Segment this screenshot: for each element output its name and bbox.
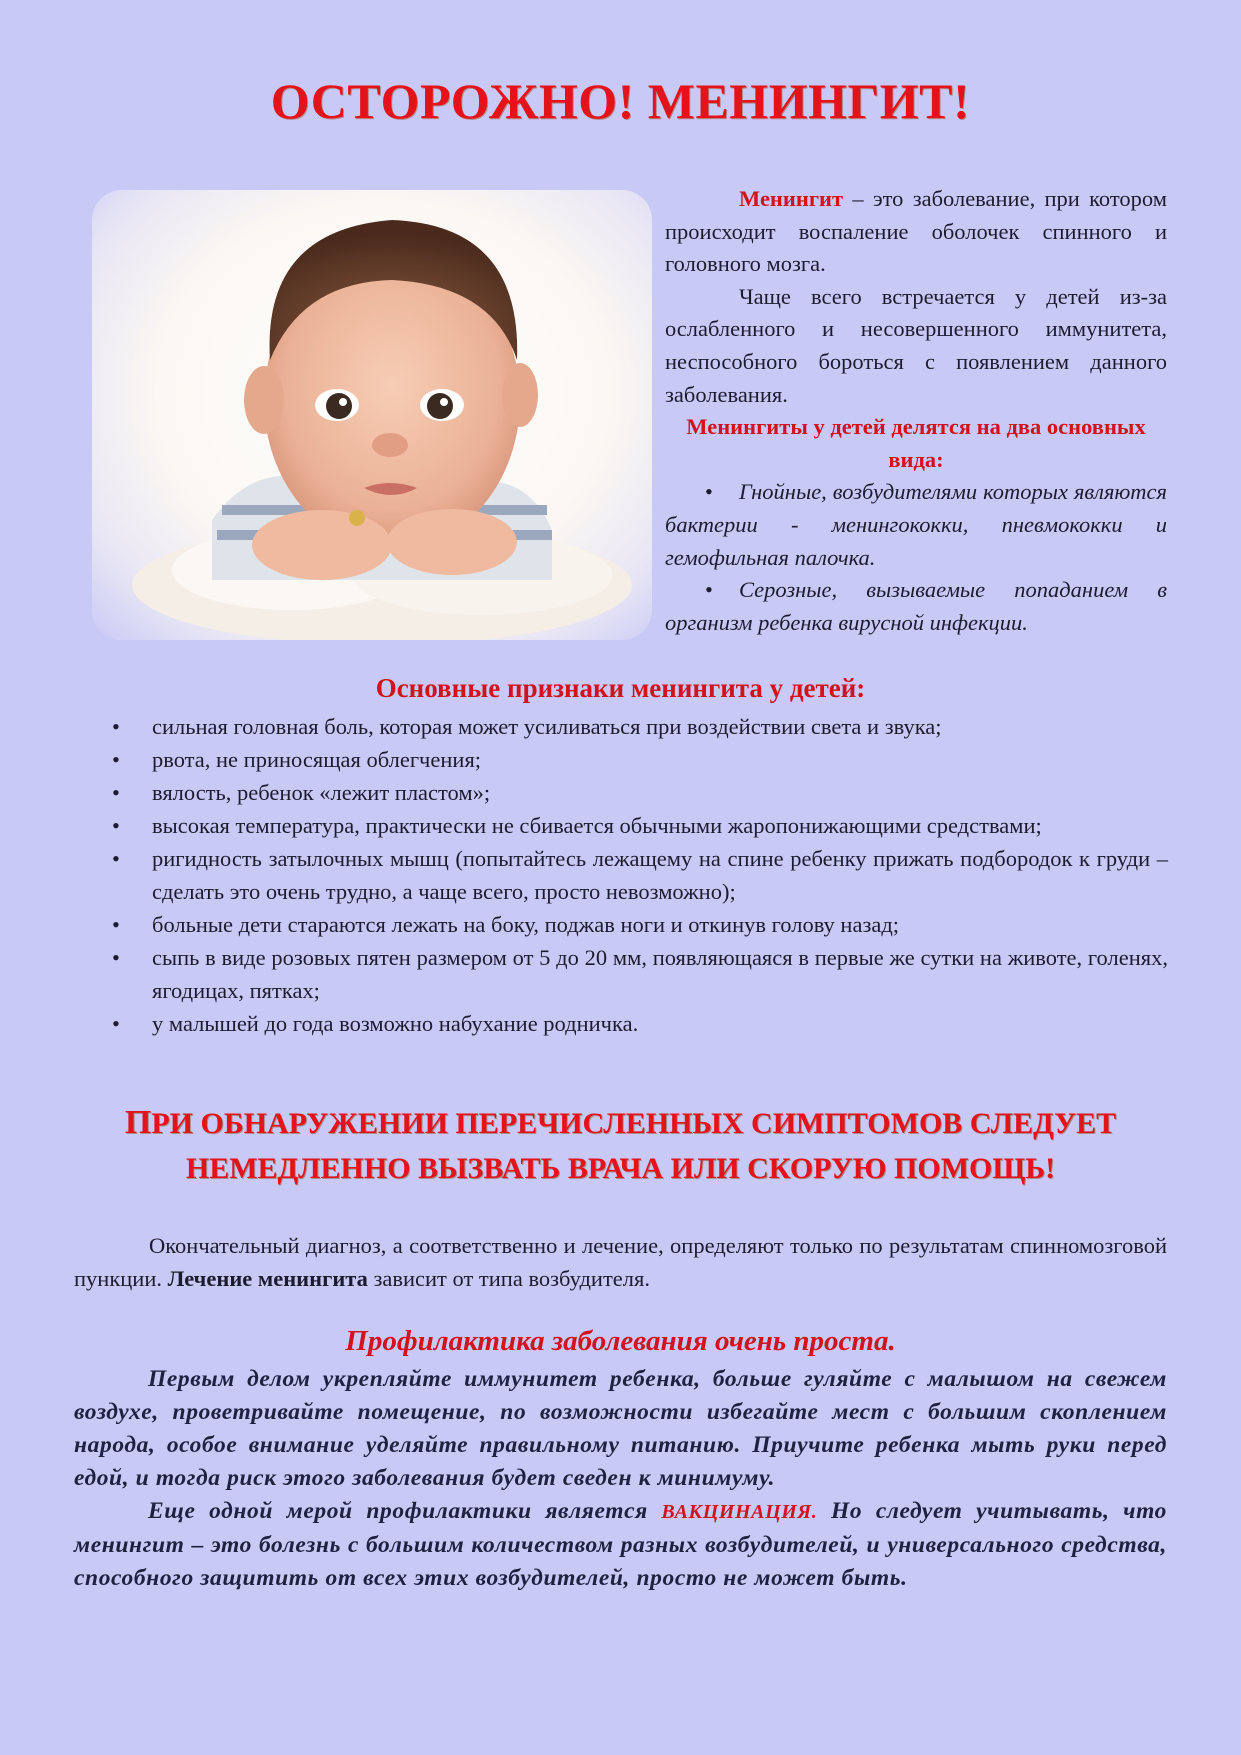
types-list — [665, 476, 1167, 639]
treatment-bold: Лечение менингита — [167, 1266, 368, 1291]
bullet-icon: • — [112, 747, 120, 772]
list-item: • вялость, ребенок «лежит пластом»; — [112, 776, 1168, 809]
bullet-icon: • — [112, 813, 120, 838]
list-item: • больные дети стараются лежать на боку, поджав ноги и откинув голову назад; — [112, 908, 1168, 941]
warning-line-2: НЕМЕДЛЕННО ВЫЗВАТЬ ВРАЧА ИЛИ СКОРУЮ ПОМОЩЬ! — [185, 1152, 1056, 1185]
diagnosis-paragraph: Окончательный диагноз, а соответственно и лечение, определяют только по результатам спинномозговой пункции. Лечение менингита зависит от типа возбудителя. — [74, 1233, 1167, 1291]
warning-banner — [0, 1100, 1241, 1191]
bullet-icon: • — [705, 479, 713, 505]
bullet-icon: • — [112, 780, 120, 805]
list-item: • у малышей до года возможно набухание родничка. — [112, 1007, 1168, 1040]
prevention-paragraph-2: Еще одной мерой профилактики является ВАКЦИНАЦИЯ. Но следует учитывать, что менингит – это болезнь с большим количеством разных возбудителей, и универсального средства, способного защитить от всех этих возбудителей, просто не может быть. — [74, 1498, 1167, 1591]
types-heading: Менингиты у детей делятся на два основных вида: — [686, 414, 1146, 472]
list-item: • ригидность затылочных мышц (попытайтесь лежащему на спине ребенку прижать подбородок к груди – сделать это очень трудно, а чаще всего, просто невозможно); — [112, 842, 1168, 908]
term-meningitis: Менингит — [739, 186, 844, 211]
list-item: • высокая температура, практически не сбивается обычными жаропонижающими средствами; — [112, 809, 1168, 842]
page-title: ОСТОРОЖНО! МЕНИНГИТ! — [270, 73, 971, 129]
prevention-section — [74, 1363, 1167, 1595]
list-item: • рвота, не приносящая облегчения; — [112, 743, 1168, 776]
signs-list — [112, 710, 1168, 1040]
prevention-heading: Профилактика заболевания очень проста. — [345, 1325, 896, 1357]
baby-photo — [92, 190, 652, 640]
baby-illustration — [92, 190, 652, 640]
list-item: • сыпь в виде розовых пятен размером от 5 до 20 мм, появляющаяся в первые же сутки на животе, голенях, ягодицах, пятках; — [112, 941, 1168, 1007]
list-item: • Гнойные, возбудителями которых являются бактерии - менингококки, пневмококки и гемофильная палочка. — [665, 476, 1167, 574]
definition-paragraph — [665, 183, 1167, 281]
bullet-icon: • — [112, 912, 120, 937]
bullet-icon: • — [112, 945, 120, 970]
intro-section — [665, 183, 1167, 639]
bullet-icon: • — [112, 1011, 120, 1036]
warning-line-1: ПРИ ОБНАРУЖЕНИИ ПЕРЕЧИСЛЕННЫХ СИМПТОМОВ СЛЕДУЕТ — [124, 1104, 1117, 1141]
bullet-icon: • — [705, 577, 713, 603]
vaccination-highlight: ВАКЦИНАЦИЯ. — [661, 1501, 818, 1523]
bullet-icon: • — [112, 846, 120, 871]
definition-text: – это заболевание, при котором происходит воспаление оболочек спинного и головного мозга. — [665, 186, 1167, 277]
bullet-icon: • — [112, 714, 120, 739]
signs-heading: Основные признаки менингита у детей: — [375, 673, 866, 703]
list-item: • сильная головная боль, которая может усиливаться при воздействии света и звука; — [112, 710, 1168, 743]
frequency-paragraph: Чаще всего встречается у детей из-за ослабленного и несовершенного иммунитета, неспособного бороться с появлением данного заболевания. — [665, 283, 1167, 407]
prevention-paragraph-1: Первым делом укрепляйте иммунитет ребенка, больше гуляйте с малышом на свежем воздухе, проветривайте помещение, по возможности избегайте мест с большим скоплением народа, особое внимание уделяйте правильному питанию. Приучите ребенка мыть руки перед едой, и тогда риск этого заболевания будет сведен к минимуму. — [74, 1366, 1167, 1491]
list-item: • Серозные, вызываемые попаданием в организм ребенка вирусной инфекции. — [665, 574, 1167, 639]
